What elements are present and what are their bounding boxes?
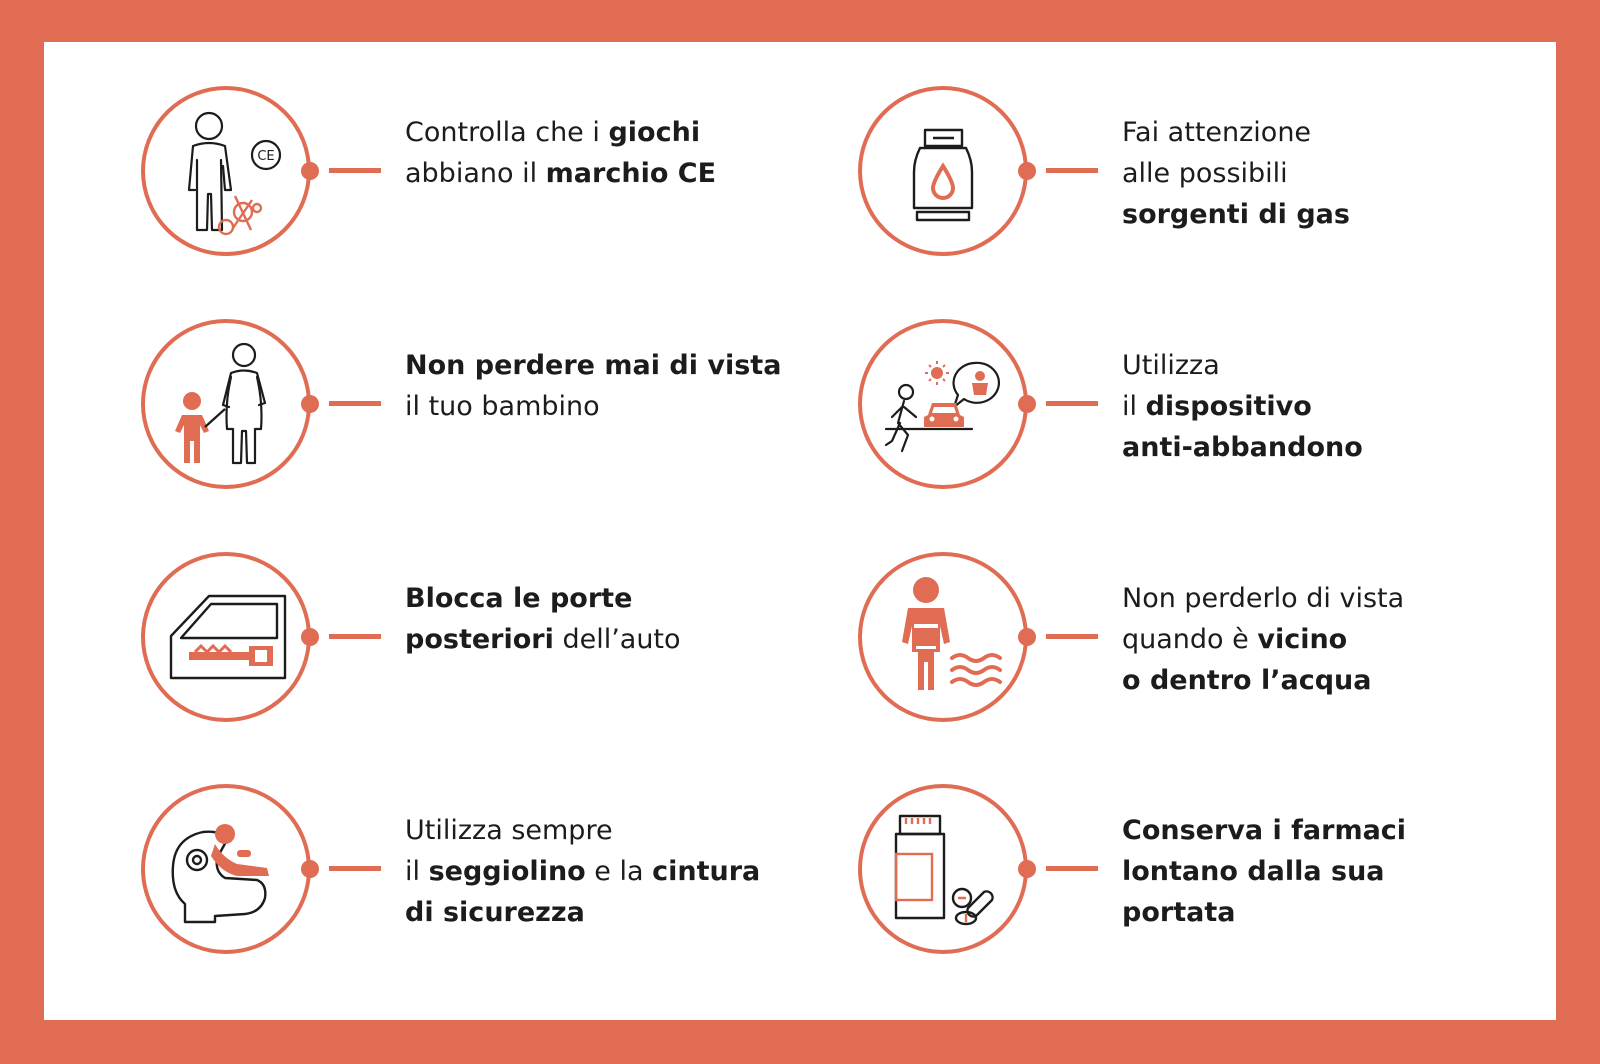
tip-text bbox=[405, 810, 855, 933]
tip-text-line bbox=[1122, 194, 1572, 235]
tip-text-bold: anti-abbandono bbox=[1122, 432, 1363, 463]
tip-water-safety bbox=[858, 552, 1578, 742]
tip-lock-rear-doors bbox=[141, 552, 861, 742]
tip-text-regular: Non perderlo di vista bbox=[1122, 583, 1405, 614]
tip-text-line bbox=[1122, 660, 1572, 701]
tip-text-line bbox=[1122, 427, 1572, 468]
tip-text bbox=[1122, 810, 1572, 933]
tip-text bbox=[1122, 578, 1572, 701]
tip-text-line bbox=[1122, 345, 1572, 386]
tip-text-line bbox=[1122, 892, 1572, 933]
connector-dot bbox=[301, 162, 319, 180]
tip-text-regular: il bbox=[1122, 391, 1146, 422]
tip-text-regular: il bbox=[405, 856, 429, 887]
connector-dot bbox=[1018, 860, 1036, 878]
tip-text-line bbox=[405, 345, 855, 386]
infographic-panel bbox=[44, 42, 1556, 1020]
tip-text-regular: e la bbox=[585, 856, 653, 887]
tip-anti-abandon-device bbox=[858, 319, 1578, 509]
tip-text-regular: dell’auto bbox=[553, 624, 681, 655]
connector-dot bbox=[301, 395, 319, 413]
tip-text-bold: marchio CE bbox=[545, 158, 717, 189]
car-seat-icon bbox=[141, 784, 311, 954]
tip-text-regular: quando è bbox=[1122, 624, 1258, 655]
tip-text-line bbox=[405, 810, 855, 851]
tip-text-bold: cintura bbox=[652, 856, 761, 887]
tip-text-regular: Fai attenzione bbox=[1122, 117, 1312, 148]
connector-line bbox=[1046, 168, 1098, 173]
tip-text-line bbox=[1122, 578, 1572, 619]
connector-line bbox=[1046, 634, 1098, 639]
tip-text-bold: vicino bbox=[1257, 624, 1348, 655]
tip-text-bold: lontano dalla sua bbox=[1122, 856, 1385, 887]
tip-text-line bbox=[1122, 619, 1572, 660]
tip-text-line bbox=[405, 153, 855, 194]
tip-text-line bbox=[405, 892, 855, 933]
tip-text bbox=[405, 345, 855, 427]
car-door-lock-icon bbox=[141, 552, 311, 722]
ce-mark: CE bbox=[257, 149, 275, 164]
child-near-water-icon bbox=[858, 552, 1028, 722]
tip-gas-sources bbox=[858, 86, 1578, 276]
connector-dot bbox=[301, 628, 319, 646]
tip-text-bold: Non perdere mai di vista bbox=[405, 350, 782, 381]
tip-text-line bbox=[405, 851, 855, 892]
tip-text bbox=[1122, 345, 1572, 468]
connector-line bbox=[1046, 401, 1098, 406]
tip-text bbox=[405, 112, 855, 194]
connector-line bbox=[1046, 866, 1098, 871]
tip-text-regular: Utilizza bbox=[1122, 350, 1220, 381]
tip-text-line bbox=[1122, 851, 1572, 892]
connector-line bbox=[329, 401, 381, 406]
tip-text-regular: il tuo bambino bbox=[405, 391, 600, 422]
tip-text-bold: Blocca le porte bbox=[405, 583, 633, 614]
connector-dot bbox=[1018, 162, 1036, 180]
connector-line bbox=[329, 168, 381, 173]
connector-dot bbox=[1018, 395, 1036, 413]
connector-line bbox=[329, 866, 381, 871]
tip-text-bold: seggiolino bbox=[428, 856, 586, 887]
tip-medicines-out-of-reach bbox=[858, 784, 1578, 974]
connector-line bbox=[329, 634, 381, 639]
tip-text-bold: Conserva i farmaci bbox=[1122, 815, 1407, 846]
tip-text-regular: alle possibili bbox=[1122, 158, 1288, 189]
tip-text-bold: o dentro l’acqua bbox=[1122, 665, 1372, 696]
tip-text bbox=[405, 578, 855, 660]
tip-text-line bbox=[405, 112, 855, 153]
tip-car-seat-belt bbox=[141, 784, 861, 974]
tip-text-line bbox=[405, 386, 855, 427]
tip-text-bold: di sicurezza bbox=[405, 897, 585, 928]
tip-text-bold: giochi bbox=[608, 117, 701, 148]
tip-keep-in-sight bbox=[141, 319, 861, 509]
tip-text-line bbox=[1122, 112, 1572, 153]
parent-with-child-icon bbox=[141, 319, 311, 489]
tip-text-line bbox=[1122, 153, 1572, 194]
tip-text-regular: Utilizza sempre bbox=[405, 815, 613, 846]
tip-text-line bbox=[405, 619, 855, 660]
child-with-toys-ce-mark-icon bbox=[141, 86, 311, 256]
gas-cylinder-icon bbox=[858, 86, 1028, 256]
tip-text-regular: Controlla che i bbox=[405, 117, 609, 148]
tip-text-line bbox=[1122, 386, 1572, 427]
tip-text-line bbox=[1122, 810, 1572, 851]
tip-text-bold: posteriori bbox=[405, 624, 554, 655]
connector-dot bbox=[1018, 628, 1036, 646]
tip-text-bold: portata bbox=[1122, 897, 1236, 928]
tip-text-line bbox=[405, 578, 855, 619]
medicine-bottle-icon bbox=[858, 784, 1028, 954]
tip-text-bold: sorgenti di gas bbox=[1122, 199, 1350, 230]
tip-text-regular: abbiano il bbox=[405, 158, 546, 189]
tip-toys-ce-mark bbox=[141, 86, 861, 276]
tip-text-bold: dispositivo bbox=[1145, 391, 1312, 422]
connector-dot bbox=[301, 860, 319, 878]
tip-text bbox=[1122, 112, 1572, 235]
car-anti-abandon-icon bbox=[858, 319, 1028, 489]
